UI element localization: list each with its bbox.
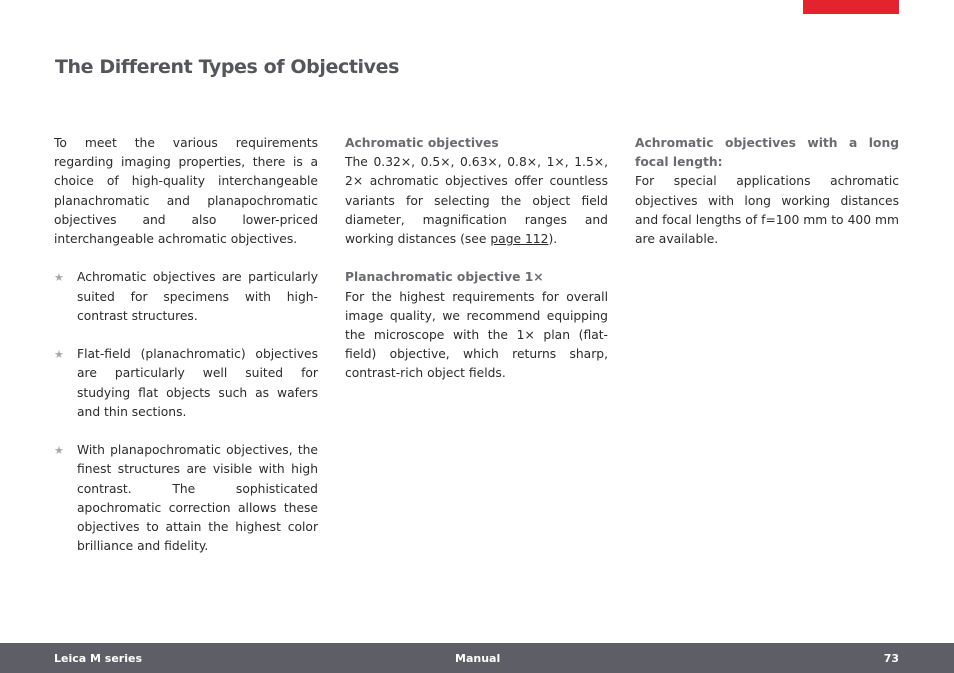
column-right [635, 134, 899, 249]
page-title: The Different Types of Objectives [55, 56, 399, 78]
bullet-item-planapochromatic [54, 441, 318, 556]
footer-page-number: 73 [883, 652, 899, 665]
planachromatic-paragraph: For the highest requirements for overall image quality, we recommend equipping the microscope with the 1× plan (flat-field) objective, which returns sharp, contrast-rich object fields. [345, 289, 608, 381]
column-left [54, 134, 318, 556]
long-focal-heading: Achromatic objectives with a long focal length: [635, 136, 899, 170]
achromatic-paragraph [345, 153, 608, 249]
star-icon: ★ [54, 444, 64, 458]
achromatic-text-end: ). [548, 232, 558, 247]
long-focal-paragraph: For special applications achromatic objectives with long working distances and focal lengths of f=100 mm to 400 mm are available. [635, 174, 899, 247]
bullet-text: With planapochromatic objectives, the finest structures are visible with high contrast. The sophisticated apochromatic correction allows these objectives to attain the highest color brilliance and fidelity. [77, 443, 318, 554]
bullet-item-planachromatic [54, 345, 318, 422]
intro-paragraph: To meet the various requirements regarding imaging properties, there is a choice of high-quality interchangeable planachromatic and planapochromatic objectives and also lower-priced interchangeable achromatic objectives. [54, 136, 318, 247]
page-112-link[interactable]: page 112 [490, 232, 549, 247]
red-accent-tab [803, 0, 899, 14]
star-icon: ★ [54, 271, 64, 285]
column-middle [345, 134, 608, 384]
bullet-text: Achromatic objectives are particularly suited for specimens with high-contrast structures. [77, 270, 318, 323]
achromatic-heading: Achromatic objectives [345, 136, 499, 150]
footer-document-type: Manual [455, 652, 501, 665]
achromatic-text: The 0.32×, 0.5×, 0.63×, 0.8×, 1×, 1.5×, 2× achromatic objectives offer countless variants for selecting the object field diameter, magnification ranges and working distances (see [345, 155, 608, 247]
planachromatic-heading: Planachromatic objective 1× [345, 270, 544, 285]
bullet-text: Flat-field (planachromatic) objectives are particularly well suited for studying flat objects such as wafers and thin sections. [77, 347, 318, 419]
bullet-item-achromatic [54, 268, 318, 326]
page-footer [0, 643, 954, 673]
footer-product-name: Leica M series [54, 652, 142, 665]
star-icon: ★ [54, 348, 64, 362]
